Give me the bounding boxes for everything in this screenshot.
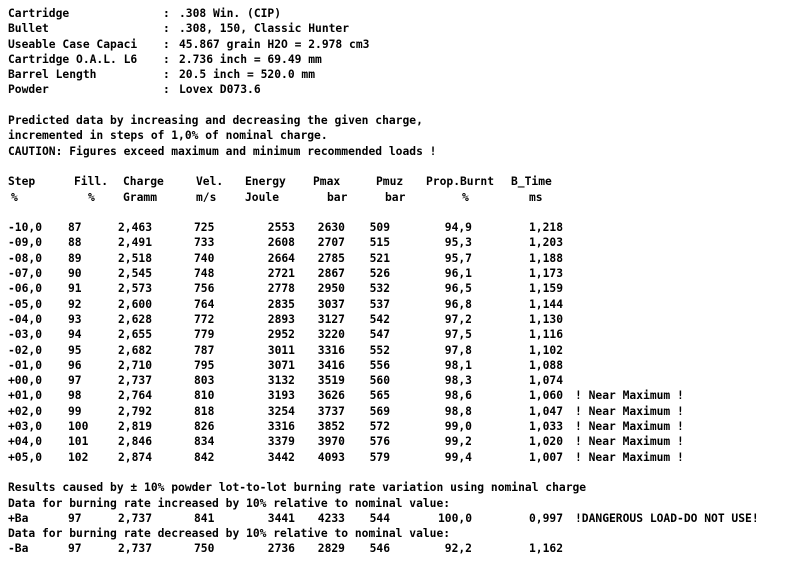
table-cell: 97	[68, 511, 82, 525]
header-colon: :	[163, 37, 170, 51]
table-cell: -03,0	[8, 328, 43, 342]
cartridge-header	[8, 6, 798, 98]
table-cell: +Ba	[8, 511, 29, 525]
table-cell: 2608	[267, 236, 295, 250]
header-line	[8, 6, 798, 21]
table-cell: 2,764	[118, 389, 153, 403]
table-cell: 100,0	[437, 511, 472, 525]
header-colon: :	[163, 7, 170, 20]
column-header: Vel.	[196, 175, 224, 189]
table-cell: 544	[369, 511, 390, 525]
table-cell: 101	[68, 435, 89, 449]
column-header: Joule	[245, 190, 280, 204]
table-cell: 1,173	[528, 267, 563, 281]
table-cell: 3519	[317, 374, 345, 388]
table-cell: 826	[194, 420, 215, 434]
column-header: Pmuz	[376, 175, 404, 189]
table-cell: 97	[68, 542, 82, 556]
warning-flag: ! Near Maximum !	[575, 404, 684, 418]
table-cell: 97,5	[444, 328, 472, 342]
table-cell: 3071	[267, 358, 295, 372]
table-cell: 87	[68, 221, 82, 235]
intro-line: Predicted data by increasing and decreasing the given charge,	[8, 114, 423, 128]
table-row	[8, 266, 798, 281]
caution-line: CAUTION: Figures exceed maximum and minimum recommended loads !	[8, 144, 437, 158]
table-row	[8, 251, 798, 266]
table-cell: 99,0	[444, 420, 472, 434]
table-cell: 1,060	[528, 389, 563, 403]
table-cell: 99	[68, 404, 82, 418]
table-cell: 2829	[317, 542, 345, 556]
table-cell: 94	[68, 328, 82, 342]
header-line	[8, 21, 798, 36]
table-row	[8, 327, 798, 342]
table-cell: 1,130	[528, 312, 563, 326]
table-cell: 3254	[267, 404, 295, 418]
table-cell: 98,1	[444, 358, 472, 372]
table-cell: 1,159	[528, 282, 563, 296]
header-label: Useable Case Capaci	[8, 37, 138, 51]
table-cell: 3037	[317, 297, 345, 311]
table-cell: 552	[369, 343, 390, 357]
table-cell: 1,188	[528, 251, 563, 265]
table-row	[8, 373, 798, 388]
table-cell: 2,518	[118, 251, 153, 265]
table-cell: 2,737	[118, 511, 153, 525]
table-cell: 750	[194, 542, 215, 556]
decreased-label: Data for burning rate decreased by 10% relative to nominal value:	[8, 527, 451, 541]
column-header: Gramm	[123, 190, 158, 204]
header-value: 45.867 grain H2O = 2.978 cm3	[179, 37, 370, 51]
column-header: %	[11, 190, 18, 204]
table-cell: 542	[369, 312, 390, 326]
table-cell: -09,0	[8, 236, 43, 250]
results-title: Results caused by ± 10% powder lot-to-lot burning rate variation using nominal charge	[8, 481, 587, 495]
header-colon: :	[163, 52, 170, 66]
decreased-row	[8, 541, 798, 556]
table-cell: 97	[68, 374, 82, 388]
table-row	[8, 235, 798, 250]
table-cell: -Ba	[8, 542, 29, 556]
table-cell: 98,6	[444, 389, 472, 403]
table-cell: +05,0	[8, 450, 43, 464]
table-cell: 2664	[267, 251, 295, 265]
table-cell: 2,792	[118, 404, 153, 418]
table-cell: 532	[369, 282, 390, 296]
table-row	[8, 434, 798, 449]
table-cell: 3442	[267, 450, 295, 464]
table-cell: +04,0	[8, 435, 43, 449]
table-cell: 1,218	[528, 221, 563, 235]
table-cell: 95,3	[444, 236, 472, 250]
warning-flag: ! Near Maximum !	[575, 435, 684, 449]
table-cell: 2867	[317, 267, 345, 281]
table-cell: 2630	[317, 221, 345, 235]
table-cell: 2,491	[118, 236, 153, 250]
table-cell: 2,710	[118, 358, 153, 372]
table-cell: 1,203	[528, 236, 563, 250]
header-label: Cartridge O.A.L. L6	[8, 52, 138, 66]
table-cell: 1,102	[528, 343, 563, 357]
column-header: Fill.	[74, 175, 109, 189]
table-cell: 547	[369, 328, 390, 342]
table-cell: 3011	[267, 343, 295, 357]
table-cell: 3127	[317, 312, 345, 326]
column-header: Energy	[245, 175, 286, 189]
table-cell: 1,007	[528, 450, 563, 464]
table-cell: 841	[194, 511, 215, 525]
table-cell: 88	[68, 236, 82, 250]
table-cell: -04,0	[8, 312, 43, 326]
table-cell: 733	[194, 236, 215, 250]
column-header: ms	[529, 190, 543, 204]
table-cell: 546	[369, 542, 390, 556]
table-cell: 99,4	[444, 450, 472, 464]
column-header: bar	[385, 190, 406, 204]
table-cell: 787	[194, 343, 215, 357]
table-cell: 2,737	[118, 542, 153, 556]
table-cell: 1,162	[528, 542, 563, 556]
table-cell: -05,0	[8, 297, 43, 311]
table-cell: +03,0	[8, 420, 43, 434]
table-cell: 95,7	[444, 251, 472, 265]
table-row	[8, 281, 798, 296]
table-cell: 1,144	[528, 297, 563, 311]
table-row	[8, 388, 798, 403]
table-cell: 537	[369, 297, 390, 311]
table-cell: 3220	[317, 328, 345, 342]
table-cell: 748	[194, 267, 215, 281]
table-cell: 2736	[267, 542, 295, 556]
table-cell: 2,628	[118, 312, 153, 326]
table-row	[8, 343, 798, 358]
table-cell: 2,600	[118, 297, 153, 311]
table-cell: 0,997	[528, 511, 563, 525]
increased-row	[8, 511, 798, 526]
header-label: Powder	[8, 83, 49, 97]
table-cell: 96,5	[444, 282, 472, 296]
column-header-row	[8, 190, 798, 205]
table-cell: 96	[68, 358, 82, 372]
table-cell: 526	[369, 267, 390, 281]
header-label: Barrel Length	[8, 68, 97, 82]
header-value: .308, 150, Classic Hunter	[179, 22, 350, 36]
table-cell: 2,545	[118, 267, 153, 281]
column-header: Pmax	[313, 175, 341, 189]
table-cell: 1,116	[528, 328, 563, 342]
table-cell: 2952	[267, 328, 295, 342]
table-cell: 97,2	[444, 312, 472, 326]
table-cell: 95	[68, 343, 82, 357]
table-cell: 1,074	[528, 374, 563, 388]
table-cell: 3852	[317, 420, 345, 434]
table-cell: 3132	[267, 374, 295, 388]
table-cell: 2,573	[118, 282, 153, 296]
table-cell: 2,819	[118, 420, 153, 434]
table-cell: 509	[369, 221, 390, 235]
header-colon: :	[163, 83, 170, 97]
table-cell: 98,8	[444, 404, 472, 418]
header-value: 20.5 inch = 520.0 mm	[179, 68, 316, 82]
warning-flag: !DANGEROUS LOAD-DO NOT USE!	[575, 511, 759, 525]
table-cell: 100	[68, 420, 89, 434]
table-cell: 94,9	[444, 221, 472, 235]
table-cell: 572	[369, 420, 390, 434]
table-cell: -07,0	[8, 267, 43, 281]
table-row	[8, 220, 798, 235]
table-cell: 521	[369, 251, 390, 265]
header-value: Lovex D073.6	[179, 83, 261, 97]
table-cell: -06,0	[8, 282, 43, 296]
table-cell: 3193	[267, 389, 295, 403]
header-line	[8, 37, 798, 52]
column-header-row	[8, 174, 798, 189]
table-cell: 2,655	[118, 328, 153, 342]
table-cell: 3316	[317, 343, 345, 357]
table-cell: 3316	[267, 420, 295, 434]
table-cell: 740	[194, 251, 215, 265]
table-cell: 96,1	[444, 267, 472, 281]
table-cell: -10,0	[8, 221, 43, 235]
table-cell: 98,3	[444, 374, 472, 388]
increased-label: Data for burning rate increased by 10% relative to nominal value:	[8, 496, 451, 510]
column-header: bar	[327, 190, 348, 204]
table-cell: 96,8	[444, 297, 472, 311]
table-cell: +01,0	[8, 389, 43, 403]
table-cell: 99,2	[444, 435, 472, 449]
table-cell: 764	[194, 297, 215, 311]
table-cell: 3379	[267, 435, 295, 449]
header-line	[8, 52, 798, 67]
table-row	[8, 297, 798, 312]
table-cell: 92	[68, 297, 82, 311]
intro-line: incremented in steps of 1,0% of nominal charge.	[8, 129, 328, 143]
table-cell: 818	[194, 404, 215, 418]
table-cell: 834	[194, 435, 215, 449]
table-cell: 772	[194, 312, 215, 326]
table-cell: 2721	[267, 267, 295, 281]
table-cell: 2553	[267, 221, 295, 235]
table-cell: 842	[194, 450, 215, 464]
warning-flag: ! Near Maximum !	[575, 420, 684, 434]
column-header: Prop.Burnt	[426, 175, 495, 189]
table-cell: 3626	[317, 389, 345, 403]
table-cell: 795	[194, 358, 215, 372]
table-cell: 2707	[317, 236, 345, 250]
table-cell: 1,033	[528, 420, 563, 434]
table-cell: 98	[68, 389, 82, 403]
column-header: Charge	[123, 175, 164, 189]
intro-text	[8, 113, 798, 159]
table-cell: 569	[369, 404, 390, 418]
column-header: %	[462, 190, 469, 204]
table-cell: 1,088	[528, 358, 563, 372]
table-cell: 515	[369, 236, 390, 250]
table-cell: +00,0	[8, 374, 43, 388]
table-cell: 725	[194, 221, 215, 235]
table-cell: 803	[194, 374, 215, 388]
table-cell: 2785	[317, 251, 345, 265]
table-row	[8, 312, 798, 327]
table-cell: 2835	[267, 297, 295, 311]
table-cell: 92,2	[444, 542, 472, 556]
table-cell: 2,682	[118, 343, 153, 357]
table-cell: -02,0	[8, 343, 43, 357]
table-cell: 556	[369, 358, 390, 372]
table-cell: -01,0	[8, 358, 43, 372]
table-cell: 2893	[267, 312, 295, 326]
table-cell: 565	[369, 389, 390, 403]
load-table	[8, 220, 798, 465]
table-cell: +02,0	[8, 404, 43, 418]
table-cell: 2,737	[118, 374, 153, 388]
header-colon: :	[163, 22, 170, 36]
table-cell: 810	[194, 389, 215, 403]
table-cell: 1,047	[528, 404, 563, 418]
table-cell: 579	[369, 450, 390, 464]
load-data-document	[8, 6, 798, 557]
table-cell: 779	[194, 328, 215, 342]
table-cell: 3441	[267, 511, 295, 525]
header-value: .308 Win. (CIP)	[179, 7, 282, 20]
header-value: 2.736 inch = 69.49 mm	[179, 52, 322, 66]
column-header: Step	[8, 175, 36, 189]
warning-flag: ! Near Maximum !	[575, 389, 684, 403]
header-line	[8, 67, 798, 82]
table-cell: 2950	[317, 282, 345, 296]
table-header	[8, 174, 798, 205]
warning-flag: ! Near Maximum !	[575, 450, 684, 464]
table-cell: 2,463	[118, 221, 153, 235]
column-header: %	[88, 190, 95, 204]
table-cell: 97,8	[444, 343, 472, 357]
table-row	[8, 404, 798, 419]
table-cell: 3416	[317, 358, 345, 372]
header-line	[8, 82, 798, 97]
table-cell: 2,846	[118, 435, 153, 449]
table-row	[8, 419, 798, 434]
header-label: Bullet	[8, 22, 49, 36]
table-cell: 93	[68, 312, 82, 326]
table-cell: 89	[68, 251, 82, 265]
table-cell: 4233	[317, 511, 345, 525]
table-row	[8, 450, 798, 465]
table-cell: 560	[369, 374, 390, 388]
table-row	[8, 358, 798, 373]
table-cell: 1,020	[528, 435, 563, 449]
table-cell: -08,0	[8, 251, 43, 265]
table-cell: 90	[68, 267, 82, 281]
table-cell: 2,874	[118, 450, 153, 464]
table-cell: 576	[369, 435, 390, 449]
header-colon: :	[163, 68, 170, 82]
header-label: Cartridge	[8, 7, 70, 20]
column-header: B_Time	[511, 175, 552, 189]
column-header: m/s	[196, 190, 217, 204]
table-cell: 3970	[317, 435, 345, 449]
table-cell: 4093	[317, 450, 345, 464]
table-cell: 102	[68, 450, 89, 464]
table-cell: 91	[68, 282, 82, 296]
table-cell: 2778	[267, 282, 295, 296]
table-cell: 756	[194, 282, 215, 296]
table-cell: 3737	[317, 404, 345, 418]
